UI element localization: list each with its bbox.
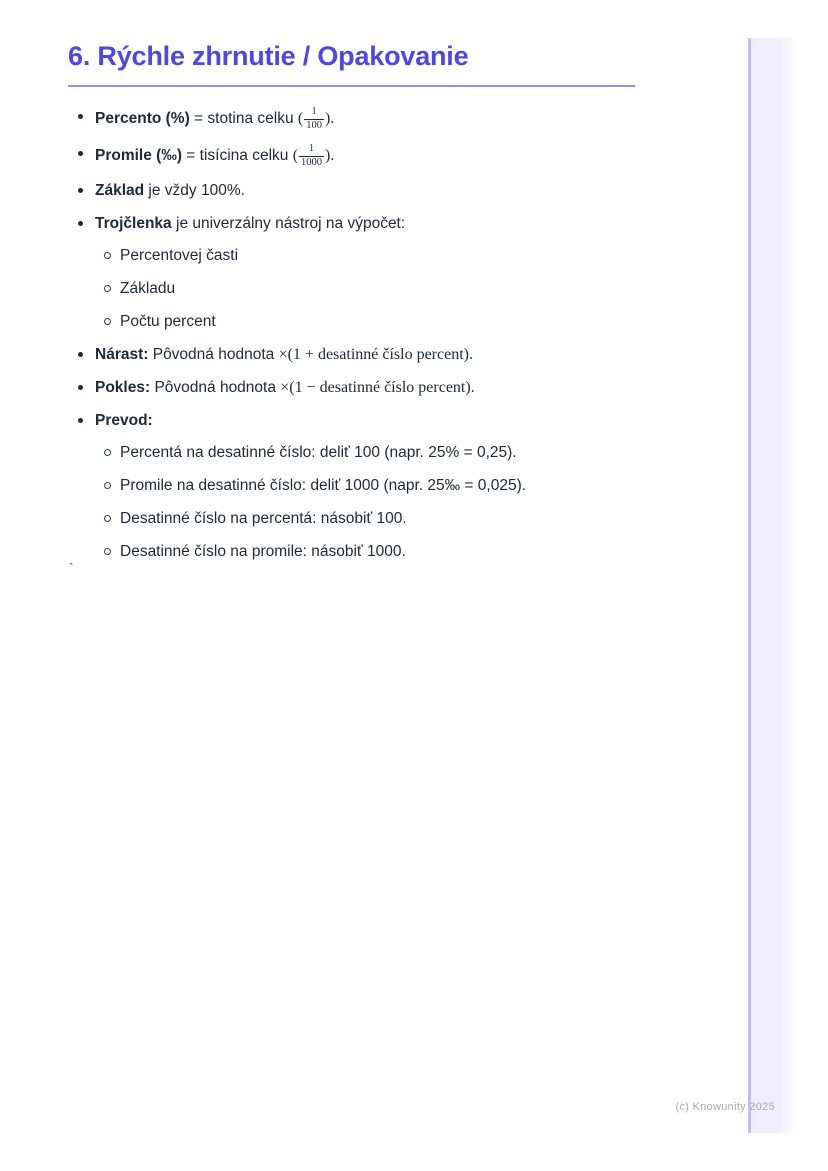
fraction-numerator: 1 xyxy=(304,107,324,120)
math-expression: ×(1 − desatinné číslo percent). xyxy=(280,379,475,396)
math-fraction xyxy=(299,144,324,168)
sub-item-text: Promile na desatinné číslo: deliť 1000 (napr. 25‰ = 0,025). xyxy=(120,477,527,494)
term-text: = stotina celku xyxy=(189,109,298,127)
sub-list-item xyxy=(95,246,828,266)
term-text: = tisícina celku xyxy=(181,146,293,164)
prevod-sub-list xyxy=(95,443,828,562)
hollow-bullet-icon xyxy=(104,515,111,522)
list-item-percento xyxy=(68,107,828,131)
sub-item-text: Základu xyxy=(120,280,176,297)
math-close-paren: ). xyxy=(324,109,335,127)
math-open-paren: ( xyxy=(297,109,304,127)
list-item-zaklad xyxy=(68,181,828,201)
hollow-bullet-icon xyxy=(104,285,111,292)
math-open-paren: ( xyxy=(292,146,299,164)
hollow-bullet-icon xyxy=(104,482,111,489)
term-text: je vždy 100%. xyxy=(144,182,245,199)
sub-list-item xyxy=(95,443,828,463)
term-bold: Pokles: xyxy=(95,379,151,396)
math-close-paren: ). xyxy=(325,146,335,164)
sub-list-item xyxy=(95,279,828,299)
hollow-bullet-icon xyxy=(104,318,111,325)
sub-list-item xyxy=(95,476,828,496)
document-content xyxy=(0,0,828,562)
page-edge-stripe xyxy=(748,38,793,1133)
sub-item-text: Počtu percent xyxy=(120,313,216,330)
math-fraction xyxy=(304,107,324,131)
sub-list-item xyxy=(95,312,828,332)
sub-item-text: Desatinné číslo na promile: násobiť 1000. xyxy=(120,543,406,560)
term-text: Pôvodná hodnota xyxy=(150,379,281,396)
stray-backtick-char: ` xyxy=(69,560,74,576)
sub-item-text: Percentá na desatinné číslo: deliť 100 (napr. 25% = 0,25). xyxy=(120,444,517,461)
term-bold: Promile (‰) xyxy=(95,146,182,164)
fraction-denominator: 1000 xyxy=(301,156,323,168)
bullet-dot-icon xyxy=(78,418,83,423)
bullet-dot-icon xyxy=(78,352,83,357)
term-bold: Trojčlenka xyxy=(95,215,172,232)
list-item-narast xyxy=(68,345,828,365)
footer-copyright: (c) Knowunity 2025 xyxy=(675,1101,775,1113)
hollow-bullet-icon xyxy=(104,252,111,259)
summary-list xyxy=(68,107,828,562)
sub-list-item xyxy=(95,542,828,562)
title-underline-rule xyxy=(68,85,635,87)
math-expression: ×(1 + desatinné číslo percent). xyxy=(278,346,473,363)
math-expression xyxy=(297,106,335,131)
term-text: je univerzálny nástroj na výpočet: xyxy=(171,215,406,232)
list-item-promile xyxy=(68,144,828,168)
term-bold: Prevod: xyxy=(95,412,153,429)
list-item-prevod xyxy=(68,411,828,562)
bullet-dot-icon xyxy=(78,221,83,226)
bullet-dot-icon xyxy=(78,188,83,193)
term-bold: Nárast: xyxy=(95,346,149,363)
math-expression xyxy=(292,143,335,168)
fraction-numerator: 1 xyxy=(299,144,324,157)
trojclenka-sub-list xyxy=(95,246,828,332)
bullet-dot-icon xyxy=(78,151,83,156)
hollow-bullet-icon xyxy=(104,449,111,456)
bullet-dot-icon xyxy=(78,114,83,119)
hollow-bullet-icon xyxy=(104,548,111,555)
term-bold: Percento (%) xyxy=(95,109,190,127)
list-item-pokles xyxy=(68,378,828,398)
sub-list-item xyxy=(95,509,828,529)
sub-item-text: Desatinné číslo na percentá: násobiť 100. xyxy=(120,510,407,527)
sub-item-text: Percentovej časti xyxy=(120,247,239,264)
fraction-denominator: 100 xyxy=(306,119,322,131)
list-item-trojclenka xyxy=(68,214,828,332)
term-bold: Základ xyxy=(95,182,145,199)
page-title: 6. Rýchle zhrnutie / Opakovanie xyxy=(68,41,469,71)
bullet-dot-icon xyxy=(78,385,83,390)
term-text: Pôvodná hodnota xyxy=(148,346,279,363)
